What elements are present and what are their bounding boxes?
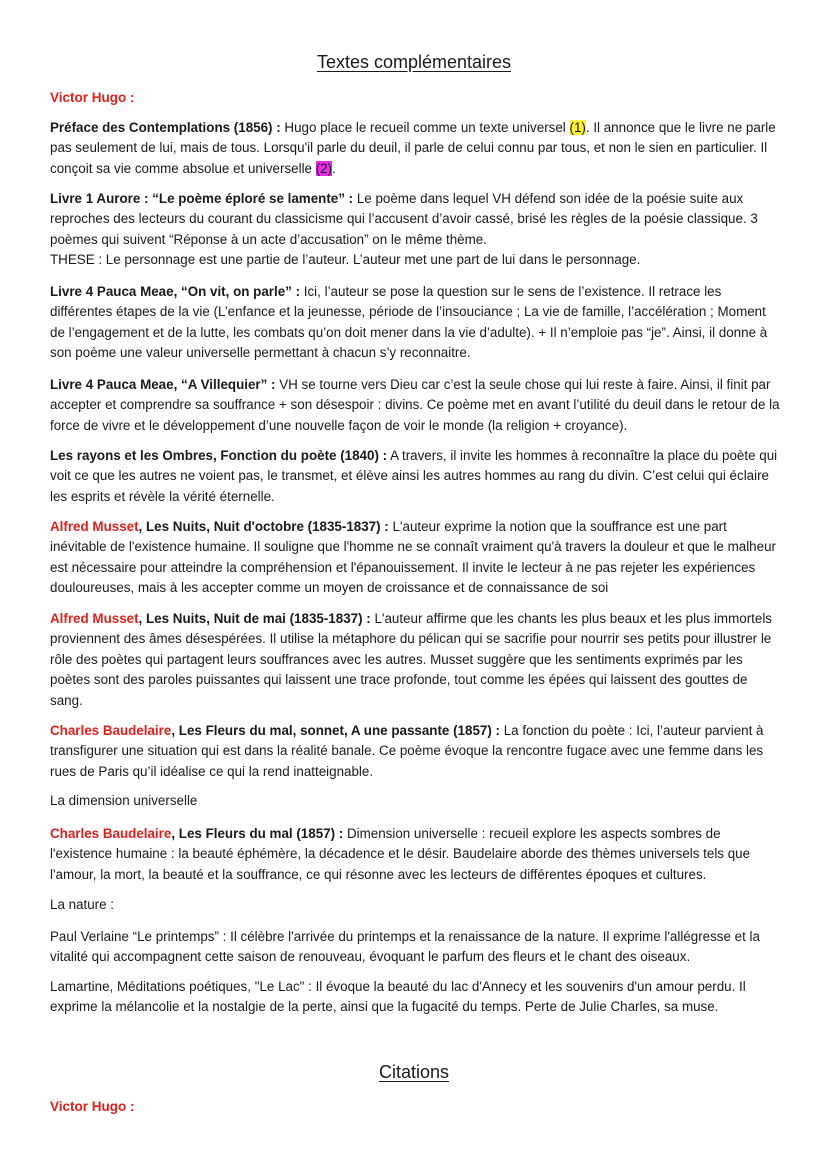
author-name: Alfred Musset — [50, 519, 139, 534]
paragraph-text: Le poème dans lequel VH défend son idée de la poésie suite aux reproches des lecteurs du courant du classicisme qui l’accusent d’avoir cassé, brisé les règles de la poésie classique. 3 poèmes qui suivent “Réponse à un acte d’accusation” on le même thème. — [50, 191, 758, 247]
subsection-label: La nature : — [50, 897, 115, 912]
paragraph-text: VH se tourne vers Dieu car c’est la seule chose qui lui reste à faire. Ainsi, il finit par accepter et comprendre sa souffrance + son désespoir : divins. Ce poème met en avant l’utilité du deuil dans le retour de la force de vivre et le développement d’une nouvelle façon de voir le monde (la religion + croyance). — [50, 377, 780, 433]
paragraph-text: L'auteur exprime la notion que la souffrance est une part inévitable de l'existence humaine. Il souligne que l'homme ne se connaît vraiment qu'à travers la douleur et que le malheur est nécessaire pour atteindre la compréhension et l'épanouissement. Il invite le lecteur à ne pas rejeter les expériences douloureuses, mais à les accepter comme un moyen de croissance et de connaissance de soi — [50, 519, 776, 596]
author-heading: Victor Hugo : — [50, 1099, 135, 1114]
paragraph-verlaine — [50, 927, 782, 968]
paragraph-text: . Il annonce que le livre ne parle pas seulement de lui, mais de tous. Lorsqu'il parle du deuil, il parle de celui connu par tous, et non le sien en particulier. Il conçoit sa vie comme absolue et universelle — [50, 120, 776, 176]
paragraph-text: Dimension universelle : recueil explore les aspects sombres de l'existence humaine : la beauté éphémère, la décadence et le désir. Baudelaire aborde des thèmes universels tels que l'amour, la mort, la beauté et la souffrance, ce qui résonne avec les lecteurs de différentes époques et cultures. — [50, 826, 751, 882]
paragraph-text: A travers, il invite les hommes à reconnaître la place du poète qui voit ce que les autres ne voient pas, le transmet, et élève ainsi les autres hommes au rang du divin. C’est celui qui éclaire les esprits et révèle la vérité éternelle. — [50, 448, 778, 504]
paragraph-passante — [50, 721, 782, 782]
paragraph-heading: , Les Fleurs du mal (1857) : — [171, 826, 344, 841]
paragraph-text: L'auteur affirme que les chants les plus beaux et les plus immortels proviennent des âmes désespérées. Il utilise la métaphore du pélican qui se sacrifie pour nourrir ses petits pour illustrer le rôle des poètes qui partagent leurs souffrances avec les autres. Musset suggère que les sentiments exprimés par les poètes sont des paroles puissantes qui laissent une trace profonde, tout comme les épées qui laissent des gouttes de sang. — [50, 611, 772, 708]
paragraph-villequier — [50, 375, 782, 436]
paragraph-fleurs-du-mal — [50, 824, 782, 885]
paragraph-nuit-mai — [50, 609, 782, 711]
paragraph-heading: Livre 1 Aurore : “Le poème éploré se lamente” : — [50, 191, 354, 206]
subsection-label: La dimension universelle — [50, 793, 198, 808]
paragraph-heading: Les rayons et les Ombres, Fonction du poète (1840) : — [50, 448, 388, 463]
paragraph-text: Lamartine, Méditations poétiques, "Le Lac" : Il évoque la beauté du lac d'Annecy et les souvenirs d'un amour perdu. Il exprime la mélancolie et la nostalgie de la perte, ainsi que la fugacité du temps. Perte de Julie Charles, sa muse. — [50, 979, 746, 1015]
paragraph-text: La fonction du poète : Ici, l’auteur parvient à transfigurer une situation qui est dans la réalité banale. Ce poème évoque la rencontre fugace avec une femme dans les rues de Paris qu’il idéalise ce qui la rend inatteignable. — [50, 723, 764, 779]
paragraph-aurore — [50, 189, 782, 271]
paragraph-rayons — [50, 446, 782, 507]
paragraph-nuit-octobre — [50, 517, 782, 599]
paragraph-preface — [50, 118, 782, 179]
paragraph-heading: , Les Nuits, Nuit d'octobre (1835-1837) : — [138, 519, 389, 534]
paragraph-lamartine — [50, 977, 782, 1018]
paragraph-on-vit — [50, 282, 782, 364]
thesis-line: THESE : Le personnage est une partie de l’auteur. L’auteur met une part de lui dans le personnage. — [50, 252, 641, 268]
paragraph-heading: Préface des Contemplations (1856) : — [50, 120, 281, 135]
paragraph-heading: Livre 4 Pauca Meae, “On vit, on parle” : — [50, 284, 301, 299]
paragraph-text: . — [332, 160, 336, 176]
paragraph-heading: , Les Nuits, Nuit de mai (1835-1837) : — [138, 611, 371, 626]
footnote-marker: (2) — [315, 160, 333, 176]
section-title: Citations — [378, 1062, 450, 1082]
paragraph-heading: , Les Fleurs du mal, sonnet, A une passante (1857) : — [171, 723, 500, 738]
section-title: Textes complémentaires — [316, 52, 512, 72]
author-name: Alfred Musset — [50, 611, 139, 626]
paragraph-text: Ici, l’auteur se pose la question sur le sens de l’existence. Il retrace les différentes étapes de la vie (L’enfance et la jeunesse, période de l’insouciance ; La vie de famille, l’accélération ; Moment de l’engagement et de la lutte, les combats qu’on doit mener dans la vie d’adulte). + Il n’emploie pas “je”. Ainsi, il donne à son poème une valeur universelle permettant à chacun s’y reconnaitre. — [50, 284, 768, 361]
footnote-marker: (1) — [569, 120, 586, 135]
paragraph-text: Hugo place le recueil comme un texte universel — [280, 120, 570, 135]
author-name: Charles Baudelaire — [50, 826, 172, 841]
paragraph-text: Paul Verlaine “Le printemps” : Il célèbre l'arrivée du printemps et la renaissance de la nature. Il exprime l'allégresse et la vitalité qui accompagnent cette saison de renouveau, évoquant le parfum des fleurs et le chant des oiseaux. — [50, 929, 760, 965]
paragraph-heading: Livre 4 Pauca Meae, “A Villequier” : — [50, 377, 276, 392]
author-heading: Victor Hugo : — [50, 90, 135, 105]
author-name: Charles Baudelaire — [50, 723, 172, 738]
